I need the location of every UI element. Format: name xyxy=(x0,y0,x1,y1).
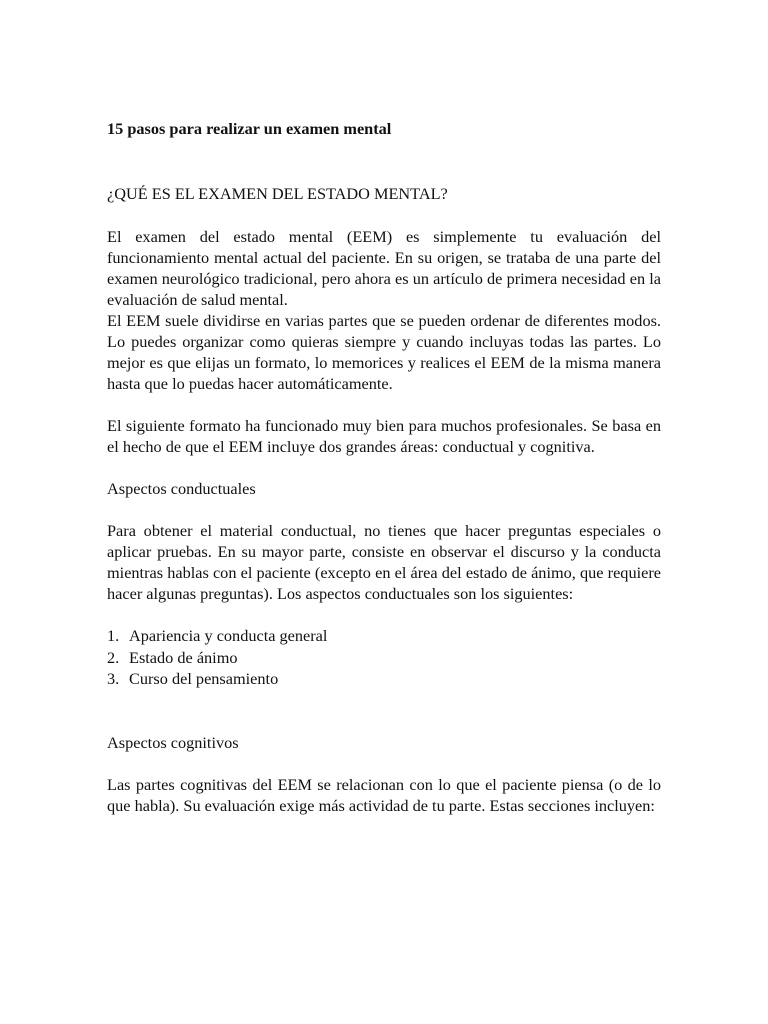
list-item-number: 3. xyxy=(107,669,120,688)
behavioral-list xyxy=(107,625,661,690)
list-item-number: 2. xyxy=(107,647,120,667)
list-item xyxy=(107,647,661,669)
behavioral-heading: Aspectos conductuales xyxy=(107,479,256,498)
document-page xyxy=(107,118,661,816)
intro-paragraph-1: El examen del estado mental (EEM) es simplemente tu evaluación del funcionamiento mental actual del paciente. En su origen, se trataba de una parte del examen neurológico tradicional, pero ahora es un artículo de primera necesidad en la evaluación de salud mental. xyxy=(107,227,661,309)
list-item xyxy=(107,625,661,647)
cognitive-heading: Aspectos cognitivos xyxy=(107,732,239,752)
list-item-text: Apariencia y conducta general xyxy=(129,626,328,645)
section-heading: ¿QUÉ ES EL EXAMEN DEL ESTADO MENTAL? xyxy=(107,184,448,203)
intro-paragraph-3: El siguiente formato ha funcionado muy bien para muchos profesionales. Se basa en el hecho de que el EEM incluye dos grandes áreas: conductual y cognitiva. xyxy=(107,416,661,456)
behavioral-paragraph: Para obtener el material conductual, no tienes que hacer preguntas especiales o aplicar pruebas. En su mayor parte, consiste en observar el discurso y la conducta mientras hablas con el paciente (excepto en el área del estado de ánimo, que requiere hacer algunas preguntas). Los aspectos conductuales son los siguientes: xyxy=(107,521,661,603)
list-item-number: 1. xyxy=(107,626,120,645)
cognitive-paragraph: Las partes cognitivas del EEM se relacionan con lo que el paciente piensa (o de lo que habla). Su evaluación exige más actividad de tu parte. Estas secciones incluyen: xyxy=(107,774,661,815)
list-item-text: Curso del pensamiento xyxy=(129,669,279,688)
list-item xyxy=(107,668,661,690)
document-title: 15 pasos para realizar un examen mental xyxy=(107,119,392,138)
list-item-text: Estado de ánimo xyxy=(129,647,238,667)
intro-paragraph-2: El EEM suele dividirse en varias partes que se pueden ordenar de diferentes modos. Lo puedes organizar como quieras siempre y cuando incluyas todas las partes. Lo mejor es que elijas un formato, lo memorices y realices el EEM de la misma manera hasta que lo puedas hacer automáticamente. xyxy=(107,311,661,393)
